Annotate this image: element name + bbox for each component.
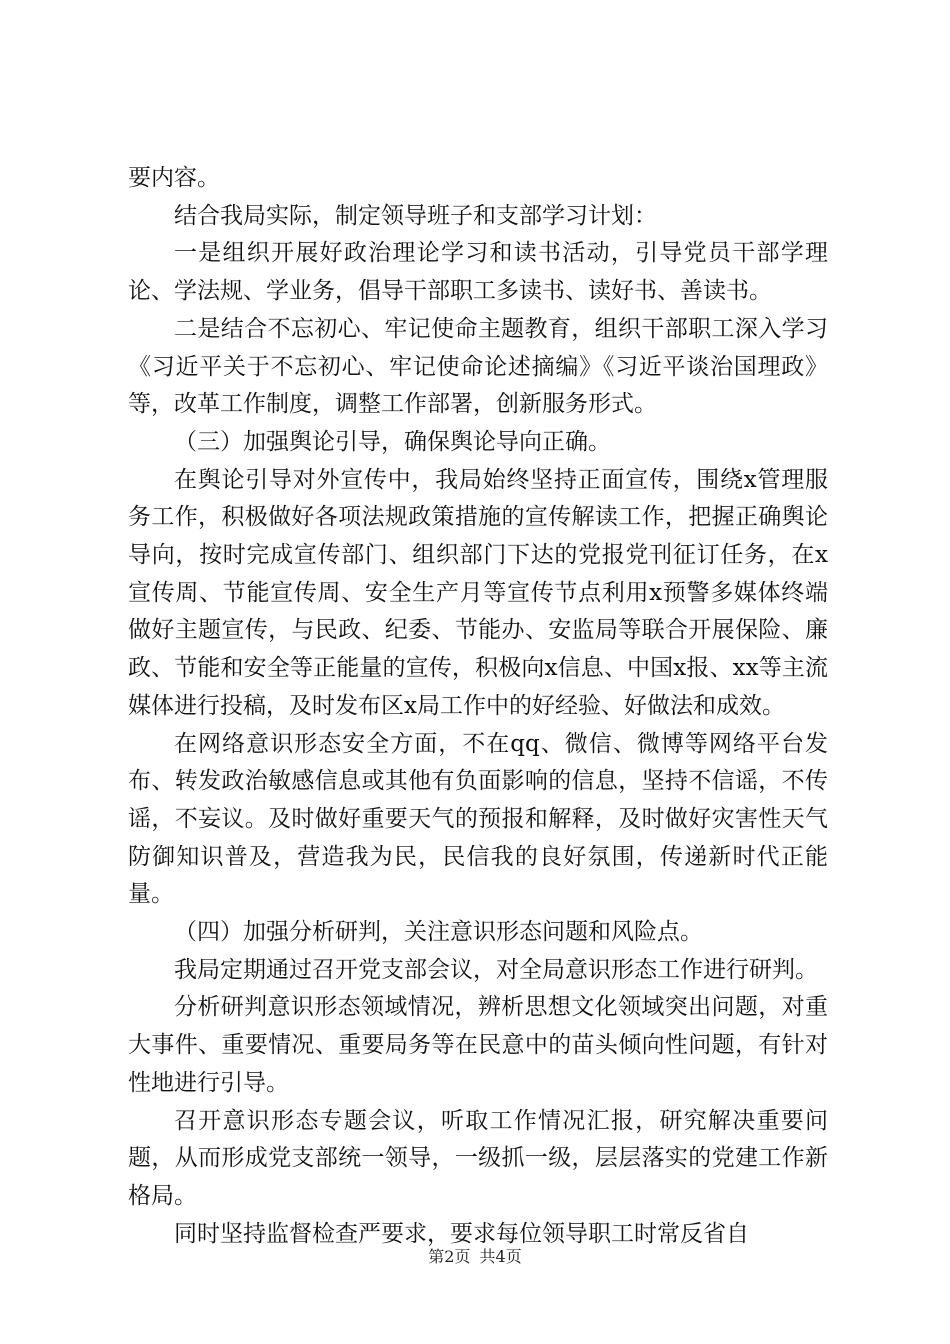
paragraph-study-plan-two: 二是结合不忘初心、牢记使命主题教育，组织干部职工深入学习《习近平关于不忘初心、牢记使命论述摘编》《习近平谈治国理政》等，改革工作制度，调整工作部署，创新服务形式。 [128, 315, 828, 418]
paragraph-study-plan-intro: 结合我局实际，制定领导班子和支部学习计划： [174, 202, 657, 229]
document-body [128, 160, 828, 1253]
paragraph-regular-review: 我局定期通过召开党支部会议，对全局意识形态工作进行研判。 [174, 956, 818, 983]
paragraph-supervision: 同时坚持监督检查严要求，要求每位领导职工时常反省自 [174, 1220, 749, 1247]
section-heading-three: （三）加强舆论引导，确保舆论导向正确。 [174, 428, 611, 455]
page-number: 第2页 [428, 1247, 471, 1266]
page-total: 共4页 [479, 1247, 522, 1266]
paragraph-special-meeting: 召开意识形态专题会议，听取工作情况汇报，研究解决重要问题，从而形成党支部统一领导，一级抓一级，层层落实的党建工作新格局。 [128, 1107, 828, 1209]
paragraph-analysis: 分析研判意识形态领域情况，辨析思想文化领域突出问题，对重大事件、重要情况、重要局务等在民意中的苗头倾向性问题，有针对性地进行引导。 [128, 994, 828, 1096]
paragraph-study-plan-one: 一是组织开展好政治理论学习和读书活动，引导党员干部学理论、学法规、学业务，倡导干部职工多读书、读好书、善读书。 [128, 240, 828, 305]
page-footer [0, 1244, 950, 1267]
paragraph-network-security: 在网络意识形态安全方面，不在qq、微信、微博等网络平台发布、转发政治敏感信息或其他有负面影响的信息，坚持不信谣，不传谣，不妄议。及时做好重要天气的预报和解释，及时做好灾害性天气防御知识普及，营造我为民，民信我的良好氛围，传递新时代正能量。 [128, 730, 828, 908]
paragraph-public-opinion: 在舆论引导对外宣传中，我局始终坚持正面宣传，围绕x管理服务工作，积极做好各项法规政策措施的宣传解读工作，把握正确舆论导向，按时完成宣传部门、组织部门下达的党报党刊征订任务，在x宣传周、节能宣传周、安全生产月等宣传节点利用x预警多媒体终端做好主题宣传，与民政、纪委、节能办、安监局等联合开展保险、廉政、节能和安全等正能量的宣传，积极向x信息、中国x报、xx等主流媒体进行投稿，及时发布区x局工作中的好经验、好做法和成效。 [128, 466, 828, 719]
paragraph-continuation: 要内容。 [128, 165, 220, 191]
section-heading-four: （四）加强分析研判，关注意识形态问题和风险点。 [174, 919, 703, 946]
